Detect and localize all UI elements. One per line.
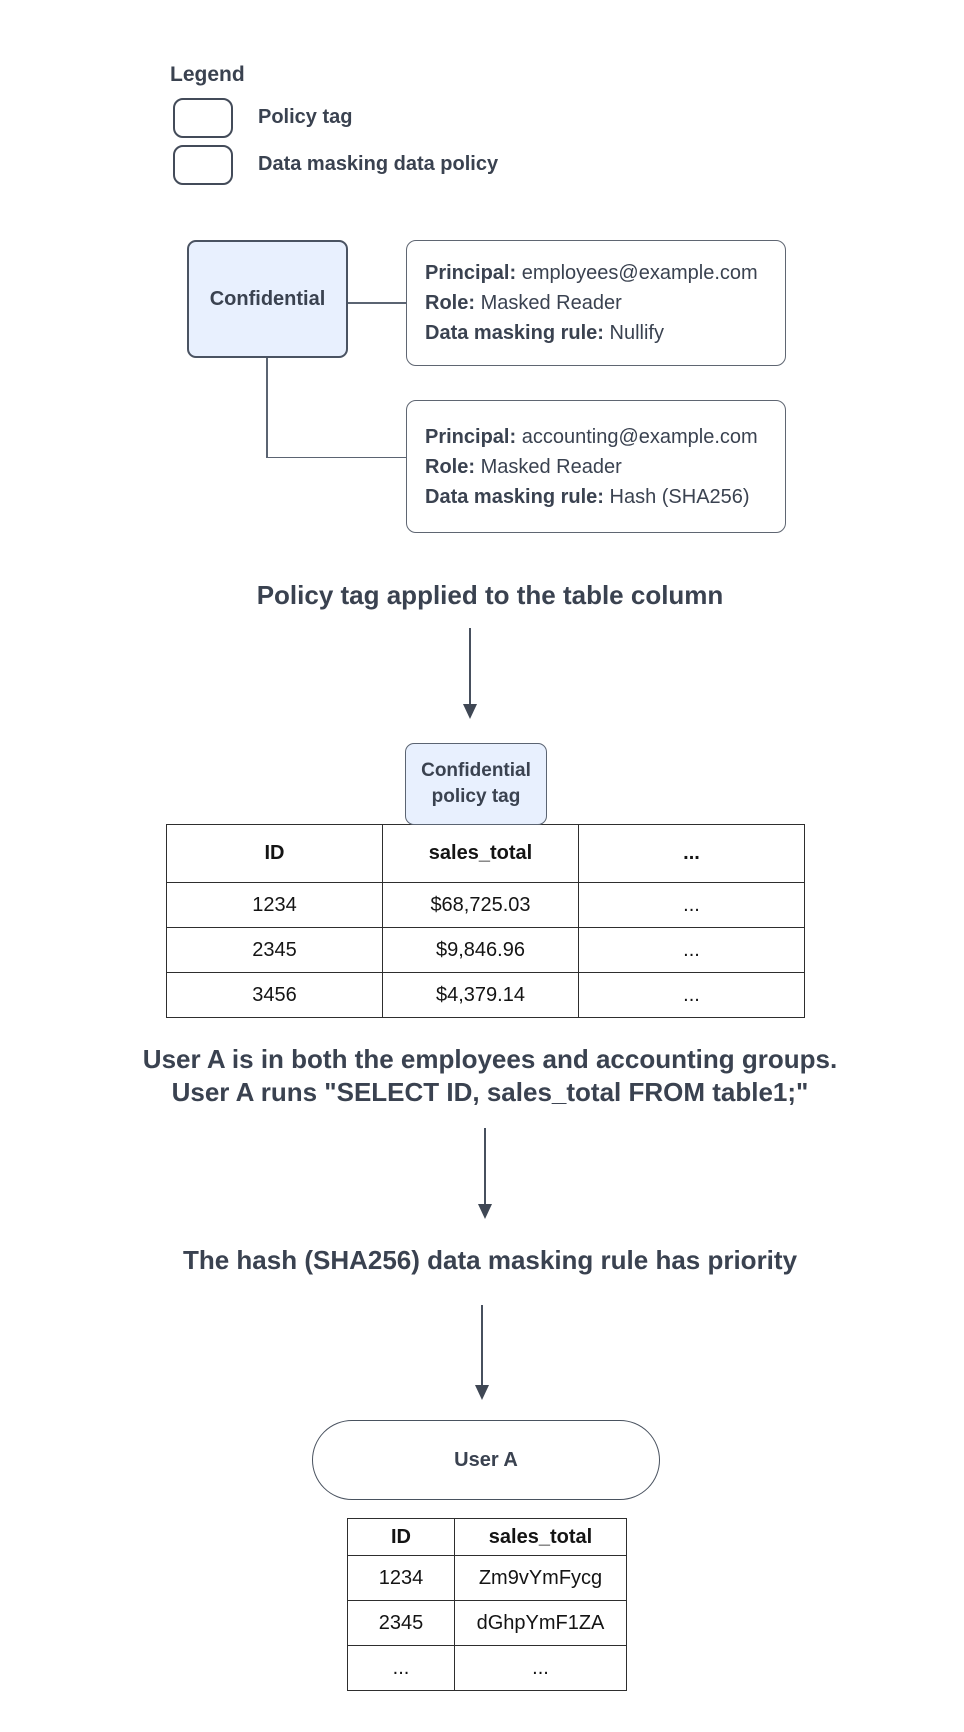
- table-row: ... ...: [348, 1646, 627, 1691]
- legend-data-policy-swatch: [173, 145, 233, 185]
- table-row: 1234 Zm9vYmFycg: [348, 1556, 627, 1601]
- arrow-down-2-head: [478, 1204, 492, 1219]
- legend-policy-tag-swatch: [173, 98, 233, 138]
- policy-tag-node: Confidential: [187, 240, 348, 358]
- table-row: 2345 $9,846.96 ...: [167, 928, 805, 973]
- data-policy-box-hash: [406, 400, 786, 533]
- arrow-down-1-head: [463, 704, 477, 719]
- heading-policy-tag-applied: Policy tag applied to the table column: [256, 580, 724, 610]
- table-row: 1234 $68,725.03 ...: [167, 883, 805, 928]
- connector-policy2-horizontal: [266, 457, 406, 459]
- data-policy-box-nullify: [406, 240, 786, 366]
- masked-table-header-row: ID sales_total: [348, 1519, 627, 1556]
- legend-title: Legend: [170, 63, 245, 86]
- policy1-principal-line: Principal: employees@example.com: [425, 262, 758, 284]
- table-row: 3456 $4,379.14 ...: [167, 973, 805, 1018]
- policy1-rule-line: Data masking rule: Nullify: [425, 322, 664, 344]
- legend-policy-tag-label: Policy tag: [258, 106, 353, 128]
- table-row: 2345 dGhpYmF1ZA: [348, 1601, 627, 1646]
- legend-data-policy-label: Data masking data policy: [258, 153, 499, 175]
- arrow-down-3-shaft: [481, 1305, 483, 1386]
- policy2-principal-line: Principal: accounting@example.com: [425, 425, 758, 448]
- user-a-node: User A: [312, 1420, 660, 1500]
- policy2-role-line: Role: Masked Reader: [425, 455, 622, 478]
- source-table-header-row: ID sales_total ...: [167, 825, 805, 883]
- source-table: [166, 824, 805, 1018]
- heading-hash-priority: The hash (SHA256) data masking rule has priority: [182, 1245, 798, 1275]
- masked-result-table: [347, 1518, 627, 1691]
- heading-user-a-groups: User A is in both the employees and accounting groups. User A runs "SELECT ID, sales_total FROM table1;": [142, 1044, 838, 1107]
- policy1-role-line: Role: Masked Reader: [425, 292, 622, 314]
- arrow-down-3-head: [475, 1385, 489, 1400]
- policy2-rule-line: Data masking rule: Hash (SHA256): [425, 485, 750, 508]
- connector-policy1: [348, 302, 406, 304]
- connector-policy2-vertical: [266, 358, 268, 458]
- column-policy-tag: Confidential policy tag: [405, 743, 547, 825]
- arrow-down-2-shaft: [484, 1128, 486, 1205]
- arrow-down-1-shaft: [469, 628, 471, 705]
